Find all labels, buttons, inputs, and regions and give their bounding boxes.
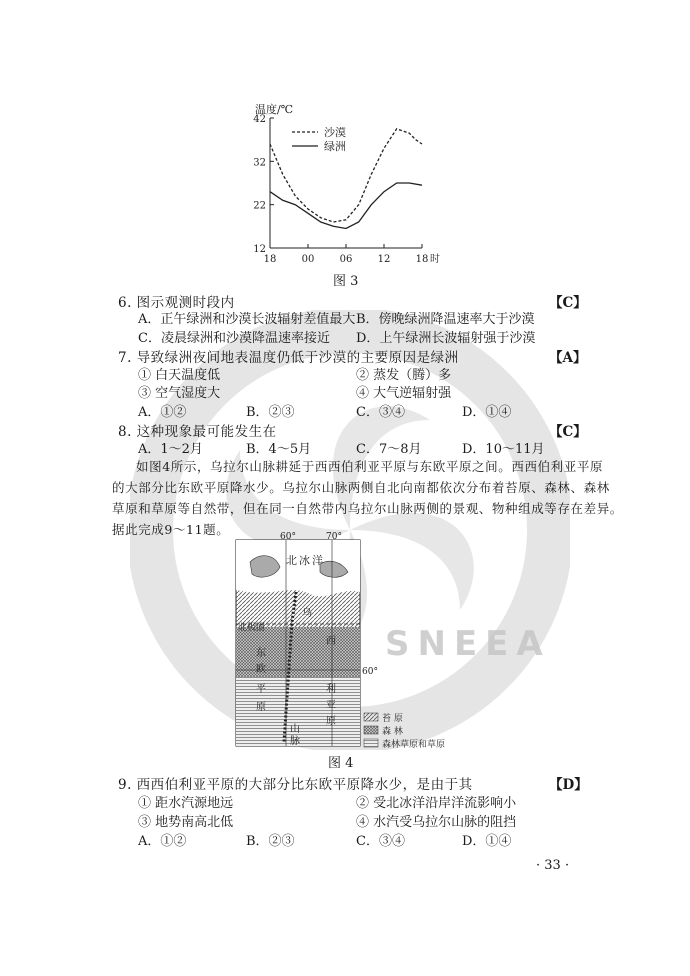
q9-item-1: ① 距水汽源地远	[138, 796, 234, 811]
fig4-legend	[364, 712, 445, 750]
watermark-text: SNEEA	[385, 624, 551, 664]
q9-item-3: ③ 地势南高北低	[138, 815, 234, 830]
map-label-shan: 山	[290, 724, 300, 735]
q7-item-3: ③ 空气湿度大	[138, 386, 221, 401]
map-label-yuan-west: 原	[326, 716, 336, 727]
figure-4-map	[230, 532, 520, 752]
q7-item-1: ① 白天温度低	[138, 368, 221, 383]
lon-label-60: 60°	[280, 532, 296, 542]
x-tick-label: 12	[377, 254, 391, 265]
series-oasis-line	[270, 183, 422, 229]
q7-item-4: ④ 大气逆辐射强	[356, 386, 452, 401]
q9-option-c: C．③④	[356, 834, 405, 849]
x-tick-label: 06	[339, 254, 353, 265]
x-tick-label: 18	[263, 254, 277, 265]
y-tick-label: 22	[253, 200, 266, 212]
q7-stem: 7. 导致绿洲夜间地表温度仍低于沙漠的主要原因是绿洲	[118, 350, 459, 366]
q6-option-a: A．正午绿洲和沙漠长波辐射差值最大	[138, 312, 356, 327]
q7-item-2: ② 蒸发（腾）多	[356, 368, 452, 383]
x-tick-label: 00	[301, 254, 315, 265]
q7-option-d: D．①④	[462, 405, 512, 420]
lat-label-60: 60°	[362, 667, 378, 677]
y-tick-label: 42	[253, 114, 266, 125]
fig3-ylabel: 温度/℃	[255, 103, 294, 116]
q9-option-b: B．②③	[246, 834, 295, 849]
x-unit-label: 时	[430, 254, 440, 265]
q7-option-c: C．③④	[356, 405, 405, 420]
series-desert-line	[270, 129, 422, 222]
map-label-ya: 亚	[326, 700, 336, 711]
q8-answer: 【C】	[549, 424, 587, 440]
passage-line-4: 据此完成9～11题。	[112, 522, 230, 537]
arctic-ocean-label: 北冰洋	[286, 554, 325, 567]
passage-line-2: 的大部分比东欧平原降水少。乌拉尔山脉两侧自北向南都依次分布着苔原、森林、森林	[112, 480, 610, 495]
legend-steppe: 森林草原和草原	[382, 740, 446, 750]
q9-stem: 9. 西西伯利亚平原的大部分比东欧平原降水少，是由于其	[118, 777, 473, 793]
map-label-xi: 西	[326, 636, 336, 647]
passage-line-1: 如图4所示，乌拉尔山脉耕延于西西伯利亚平原与东欧平原之间。西西伯利亚平原	[136, 459, 604, 474]
figure-3-caption: 图 3	[333, 274, 359, 289]
legend-tundra: 苔 原	[382, 714, 403, 724]
q9-answer: 【D】	[549, 777, 588, 793]
q9-option-a: A．①②	[138, 834, 187, 849]
figure-3-chart	[240, 112, 450, 272]
legend-oasis: 绿洲	[324, 140, 346, 153]
q6-option-d: D．上午绿洲长波辐射强于沙漠	[356, 331, 536, 346]
q8-option-d: D．10～11月	[462, 442, 545, 457]
arctic-circle-label: 北极圈	[238, 623, 266, 633]
q6-option-c: C．凌晨绿洲和沙漠降温速率接近	[138, 331, 330, 346]
q6-answer: 【C】	[549, 295, 587, 311]
legend-forest: 森 林	[382, 727, 403, 737]
map-label-li: 利	[326, 684, 336, 695]
legend-desert: 沙漠	[324, 126, 346, 139]
q9-item-2: ② 受北冰洋沿岸洋流影响小	[356, 796, 517, 811]
q8-option-b: B．4～5月	[246, 442, 312, 457]
figure-4-caption: 图 4	[328, 756, 354, 771]
q7-answer: 【A】	[549, 350, 587, 366]
q9-option-d: D．①④	[462, 834, 512, 849]
passage-line-3: 草原和草原等自然带，但在同一自然带内乌拉尔山脉两侧的景观、物种组成等存在差异。	[112, 501, 623, 516]
q7-option-b: B．②③	[246, 405, 295, 420]
y-tick-label: 32	[253, 157, 266, 169]
forest-zone	[236, 627, 360, 677]
q8-stem: 8. 这种现象最可能发生在	[118, 424, 277, 440]
q7-option-a: A．①②	[138, 405, 187, 420]
q9-item-4: ④ 水汽受乌拉尔山脉的阻挡	[356, 815, 517, 830]
map-label-dong: 东	[256, 648, 266, 659]
q6-option-b: B．傍晚绿洲降温速率大于沙漠	[356, 312, 535, 327]
y-tick-label: 12	[253, 244, 266, 255]
map-label-mai: 脉	[290, 736, 300, 747]
x-tick-label: 18	[415, 254, 429, 265]
q8-option-a: A．1～2月	[138, 442, 203, 457]
map-label-yuan-east: 原	[256, 702, 266, 713]
fig3-legend	[292, 125, 346, 153]
tundra-zone	[236, 590, 360, 627]
q6-stem: 6. 图示观测时段内	[118, 295, 235, 311]
lon-label-70: 70°	[326, 532, 342, 542]
map-label-ping: 平	[256, 684, 266, 695]
passage	[112, 456, 623, 540]
page-number: · 33 ·	[536, 858, 570, 873]
q8-option-c: C．7～8月	[356, 442, 422, 457]
map-label-ou: 欧	[256, 664, 266, 675]
map-label-wu: 乌	[302, 608, 312, 619]
